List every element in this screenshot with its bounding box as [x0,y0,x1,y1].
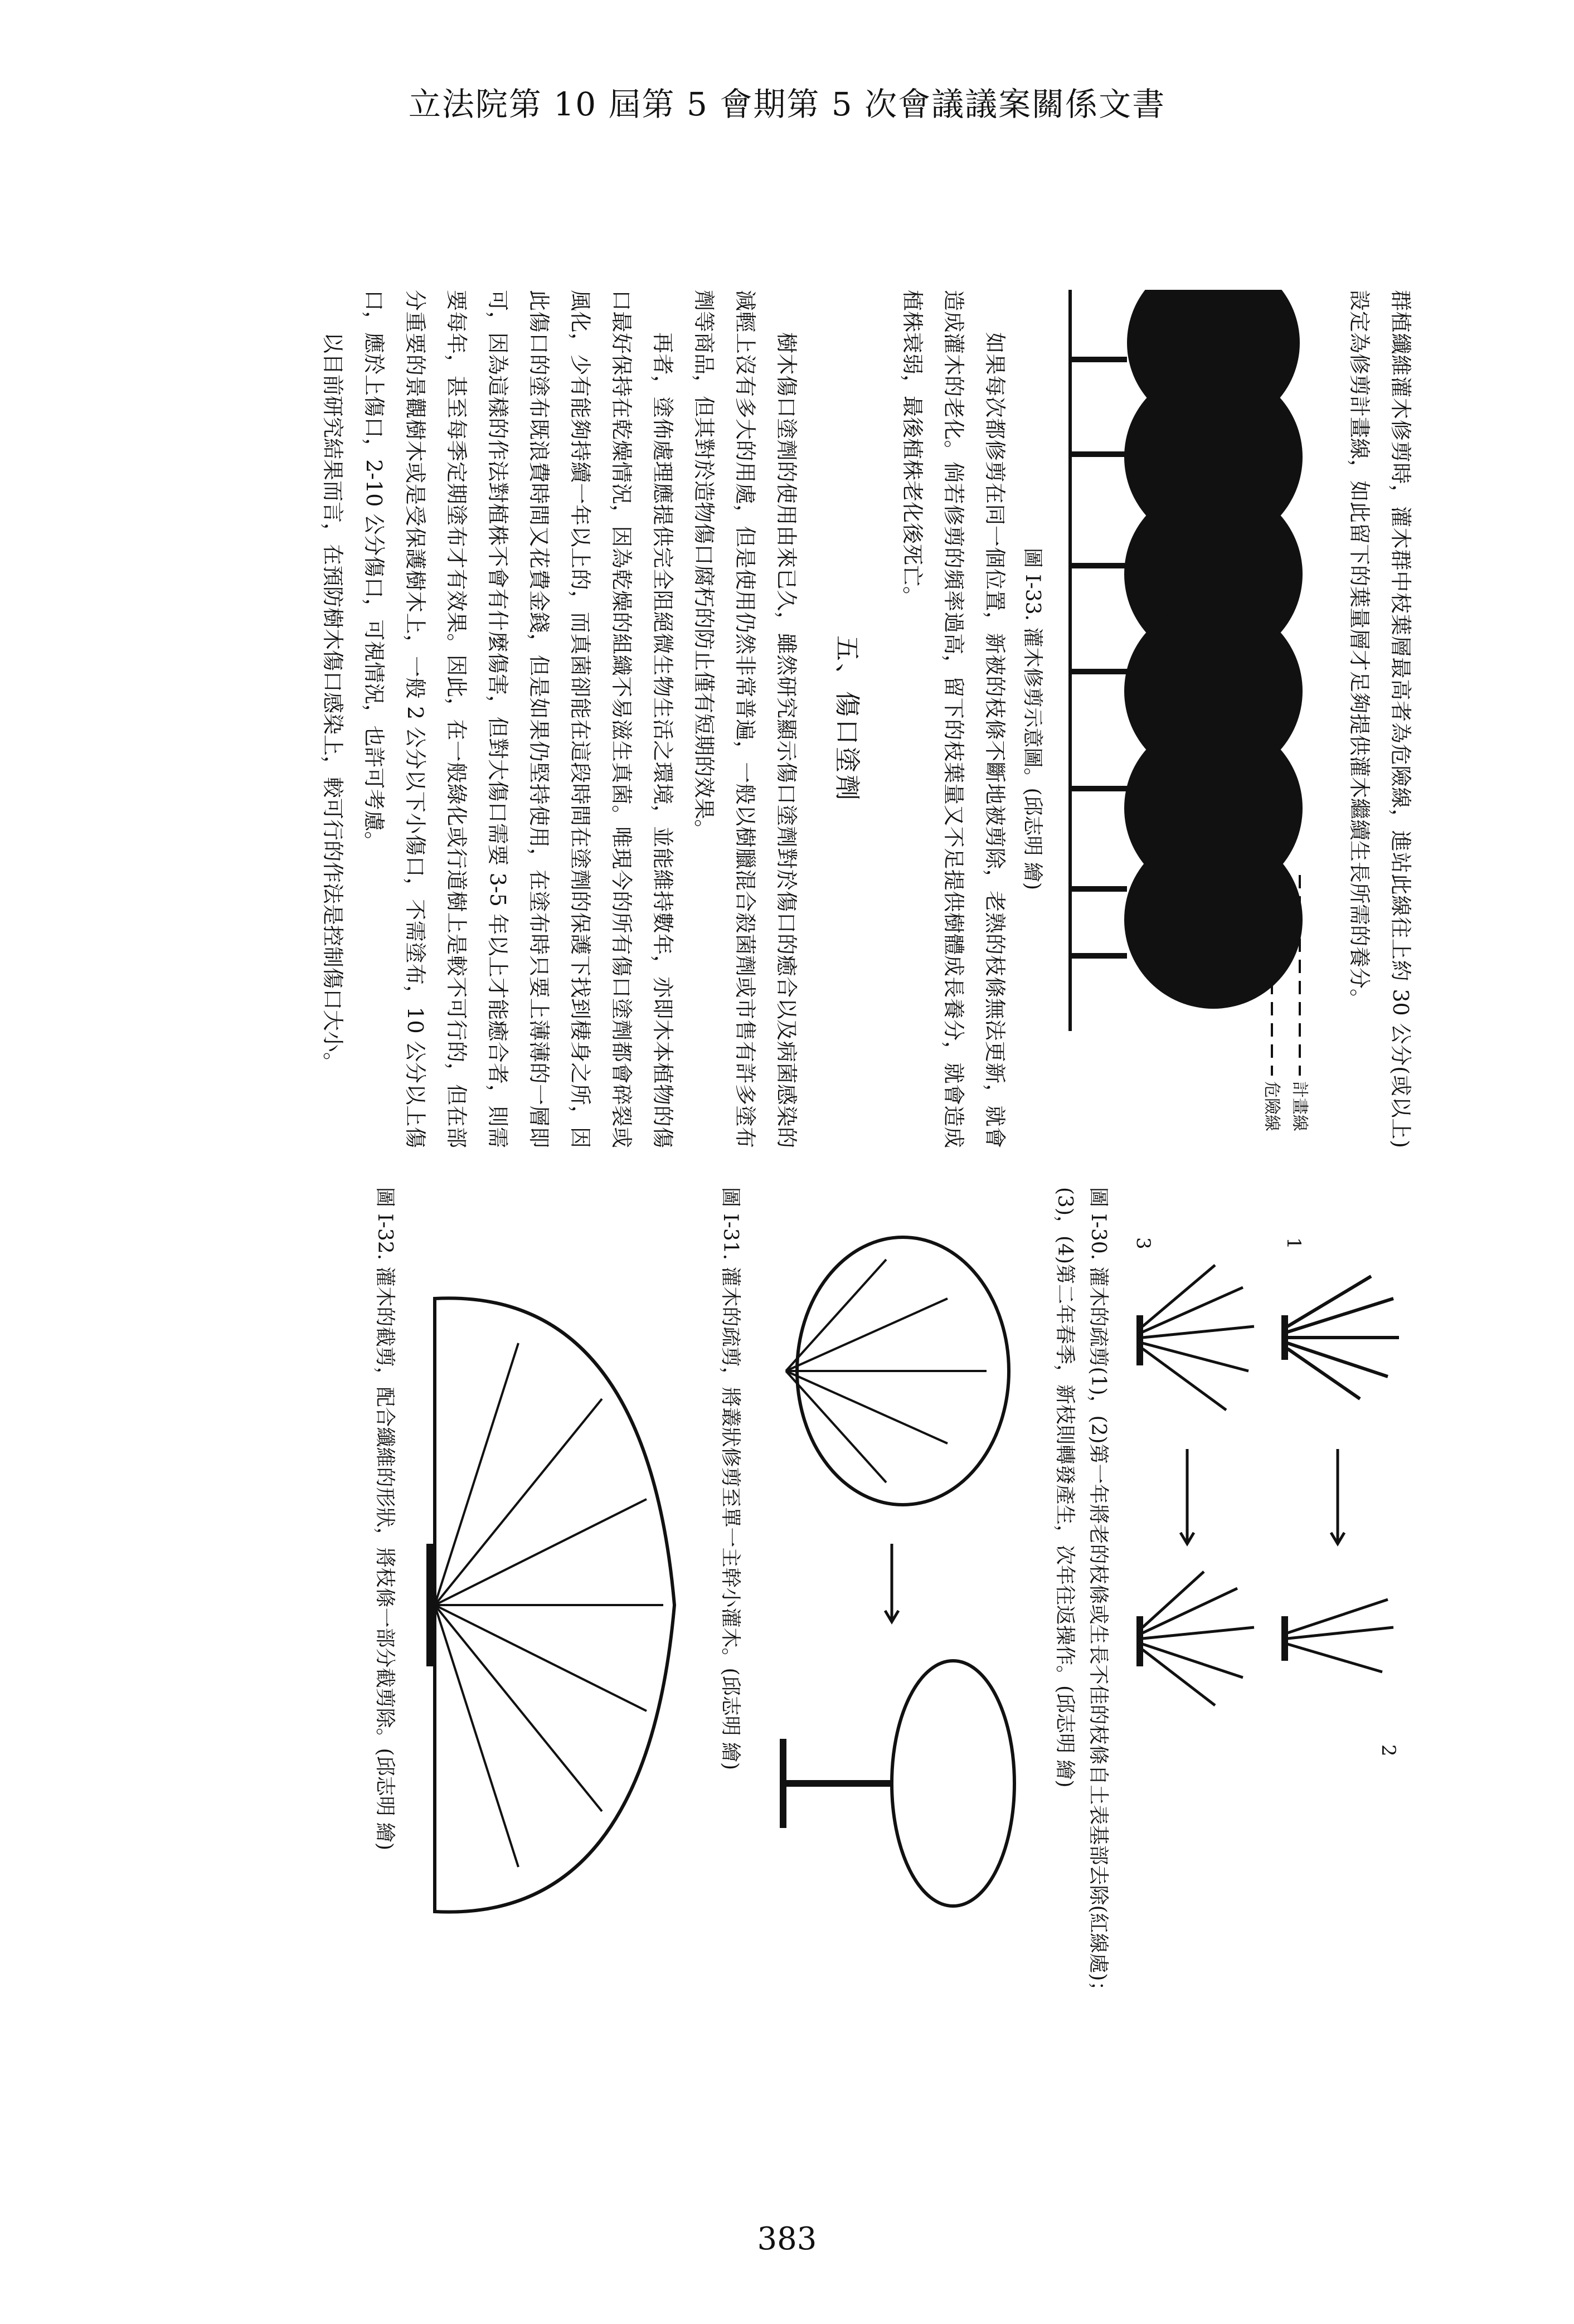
paragraph-section-1: 樹木傷口塗劑的使用由來已久，雖然研究顯示傷口塗劑對於傷口的癒合以及病菌感染的減輕上沒有多大的用處，但是使用仍然非常普遍，一般以樹臘混合殺菌劑或市售有許多塗布劑等商品，但其對於造物傷口腐朽的防止僅有短期的效果。 [692,290,799,1148]
figure-33-plan-label: 計畫線 [1290,1081,1309,1131]
page-header: 立法院第 10 屆第 5 會期第 5 次會議議案關係文書 [408,85,1166,123]
figure-31-caption: 圖 I-31. 灌木的疏剪，將叢狀修剪至單一主幹小灌木。(邱志明 繪) [719,1187,742,1771]
figure-33-trunk [1071,886,1127,892]
left-column [312,290,1421,1148]
figure-33-canopy [1124,830,1303,1009]
figure-30-shrub-2 [1285,1599,1393,1672]
figure-30-label-2: 2 [1377,1744,1400,1757]
paragraph-section-3: 以目前研究結果而言，在預防樹木傷口感染上，較可行的作法是控制傷口大小。 [320,332,345,1074]
paragraph-section-2: 再者，塗佈處理應提供完全阻絕微生物生活之環境，並能維持數年，亦即木本植物的傷口最好保持在乾燥情況，因為乾燥的組織不易滋生真菌。唯現今的所有傷口塗劑都會碎裂或風化，少有能夠持續一年以上的，而真菌卻能在這段時間在塗劑的保護下找到棲身之所，因此傷口的塗布既浪費時間又花費金錢，但是如果仍堅持使用，在塗布時只要上薄薄的一層即可，因為這樣的作法對植株不會有什麼傷害，但對大傷口需要 3-5 年以上才能癒合者，則需要每年，甚至每季定期塗布才有效果。因此，在一般綠化或行道樹上是較不可行的，但在部分重要的景觀樹木或是受保護樹木上，一般 2 公分以下小傷口，不需塗布，10 公分以上傷口，應於上傷口，2-10 公分傷口，可視情況，也許可考慮。 [362,290,675,1148]
figure-30-label-1: 1 [1282,1237,1305,1249]
figure-33-trunk [1071,451,1127,457]
right-column [368,1187,1421,2023]
figure-33-trunk [1071,786,1127,791]
paragraph-top: 群植纖維灌木修剪時，灌木群中枝葉層最高者為危險線，進站此線往上約 30 公分(或以上)設定為修剪計畫線，如此留下的葉量層才足夠提供灌木繼續生長所需的養分。 [1347,290,1413,1148]
figure-30-caption: 圖 I-30. 灌木的疏剪(1)，(2)第一年將老的枝條或生長不佳的枝條自土表基部去除(紅線處)；(3)，(4)第二年春季，新枝則轉發產生，次年往返操作。(邱志明 繪) [1053,1187,1110,2001]
figure-31-single-trunk-pruning [752,1187,1031,2023]
section-title: 五、傷口塗劑 [832,635,862,803]
figure-33-danger-label: 危險線 [1262,1081,1281,1131]
paragraph-figure-33: 如果每次都修剪在同一個位置，新被的枝條不斷地被剪除，老熟的枝條無法更新，就會造成灌木的老化。倘若修剪的頻率過高，留下的枝葉量又不足提供樹體成長養分，就會造成植株衰弱，最後植株老化後死亡。 [900,290,1007,1148]
figure-30-arrow [1180,1449,1194,1544]
figure-31-tree-crown [892,1661,1014,1906]
figure-30-arrow [1331,1449,1344,1544]
figure-33-trunk [1071,357,1127,362]
figure-33-trunk [1071,669,1127,674]
figure-30-shrub-1 [1285,1276,1399,1399]
figure-32-caption: 圖 I-32. 灌木的截剪，配合纖維的形狀，將枝條一部分截剪除。(邱志明 繪) [373,1187,396,1851]
figure-32-heading-cut-shrub [407,1187,697,2023]
figure-30-shrub-3 [1140,1265,1254,1410]
figure-33-shrub-pruning-diagram [1060,290,1339,1148]
figure-30-label-3: 3 [1132,1237,1154,1249]
figure-31-arrow [885,1544,898,1622]
figure-30-thinning-sequence [1120,1187,1421,2023]
figure-33-caption: 圖 I-33. 灌木修剪示意圖。(邱志明 繪) [1021,547,1044,891]
figure-33-trunk [1071,953,1127,959]
rotated-page-content [284,290,1421,2040]
figure-33-trunk [1071,563,1127,568]
figure-30-shrub-4 [1140,1572,1254,1705]
page-number: 383 [757,2221,817,2257]
